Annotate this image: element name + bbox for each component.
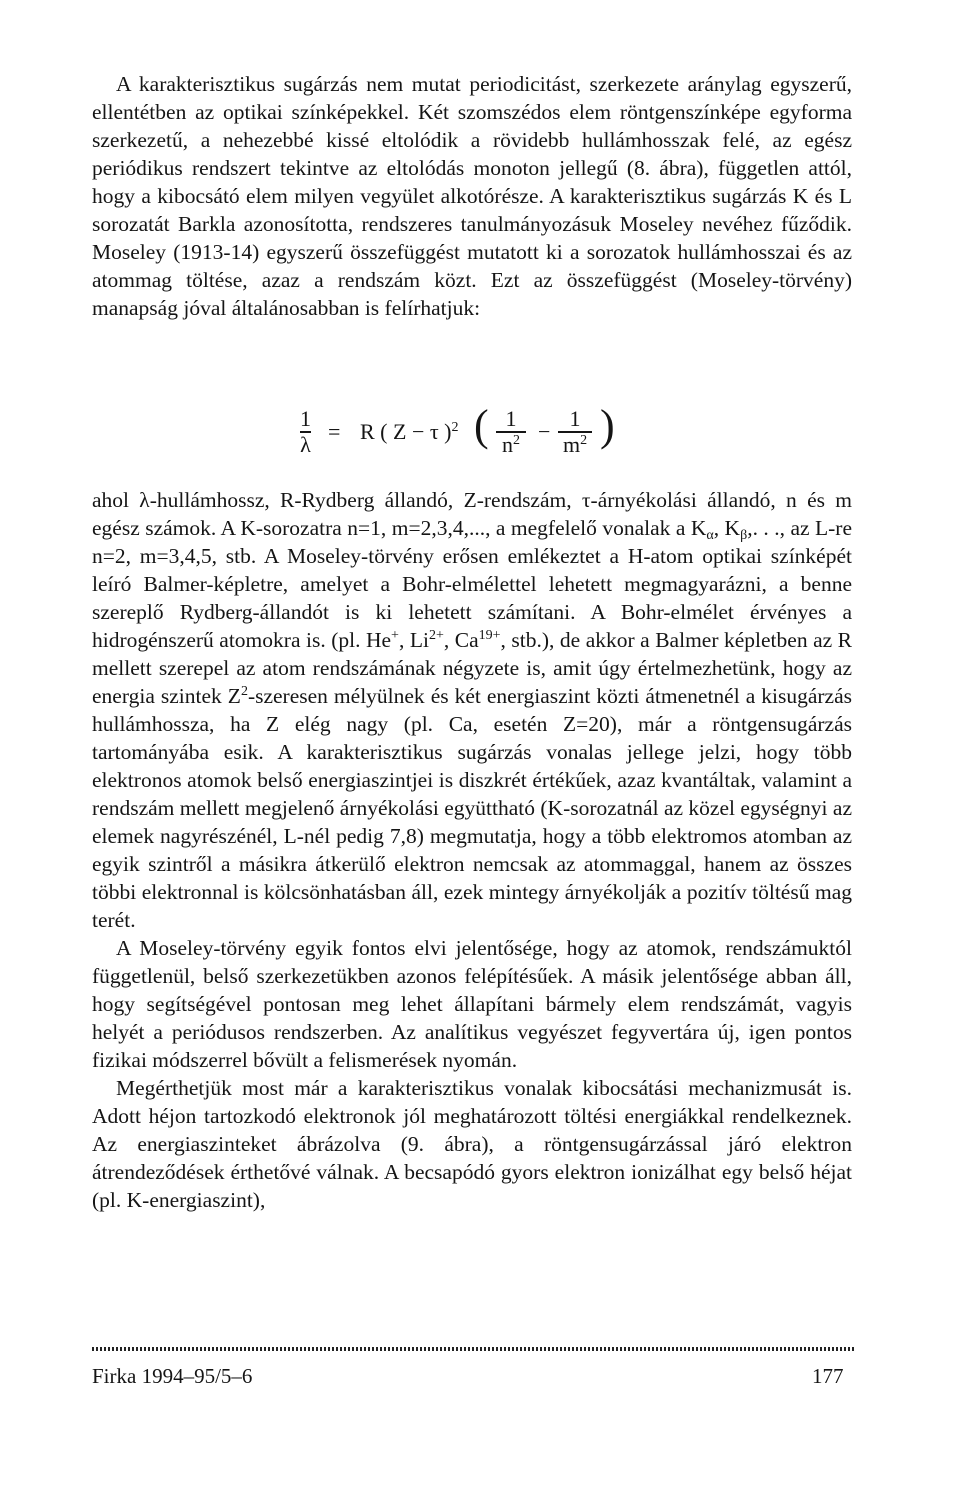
paragraph-definitions-part4: , Li [398, 628, 429, 652]
paragraph-definitions-part3: ,. . ., az L-re n=2, m=3,4,5, stb. A Moseley-törvény erősen emlékeztet a H-atom optikai színképét leíró Balmer-képletre, amelyet a Bohr-elmélettel lehetett megmagyarázni, a benne szereplő Rydberg-állandót is ki lehetett számítani. A Bohr-elmélet érvényes a hidrogénszerű atomokra is. (pl. He [92, 516, 853, 652]
footer-divider [92, 1347, 855, 1351]
formula-m: m [562, 431, 581, 457]
formula-n: n [502, 431, 513, 457]
paragraph-definitions-part5: , Ca [443, 628, 479, 652]
formula-n-denominator [502, 433, 520, 457]
journal-citation: Firka 1994–95/5–6 [92, 1364, 253, 1388]
k-beta-subscript: β [740, 528, 748, 543]
z-squared-superscript: 2 [240, 684, 248, 699]
formula-rhs [360, 420, 459, 444]
formula-right-paren: ) [600, 401, 615, 450]
body-text-upper [92, 70, 852, 322]
formula-left-paren: ( [474, 401, 489, 450]
paragraph-definitions-part7: -szeresen mélyülnek és két energiaszint közti átmenetnél a kisugárzás hullámhossza, ha Z elég nagy (pl. Ca, esetén Z=20), már a röntgensugárzás tartományába esik. A karakterisztikus sugárzás vonalas jellege jelzi, hogy több elektronos atomok belső energiaszintjei is diszkrét értékűek, azaz kvantáltak, valamint a rendszám mellett megjelenő árnyékolási együttható (K-sorozatnál az közel egységnyi az elemek nagyrészénél, L-nél pedig 7,8) megmutatja, hogy a több elektromos atomban az egyik szintről a másikra átkerülő elektron nemcsak az atommaggal, hanem az összes többi elektronnal is kölcsönhatásban áll, ezek mintegy árnyékolják a pozitív töltésű mag terét. [92, 684, 853, 932]
formula-minus: − [538, 419, 551, 444]
page-number: 177 [812, 1364, 844, 1388]
k-alpha-subscript: α [706, 528, 714, 543]
he-charge-superscript: + [391, 628, 399, 643]
moseley-formula [300, 401, 660, 475]
formula-m-numerator: 1 [569, 406, 581, 431]
formula-n-exponent: 2 [513, 432, 520, 448]
paragraph-definitions-part1: ahol λ-hullámhossz, R-Rydberg állandó, Z-rendszám, τ-árnyékolási állandó, n és m egész számok. A K-sorozatra n=1, m=2,3,4,..., a megfelelő vonalak a K [92, 488, 852, 540]
formula-rhs-exponent: 2 [451, 420, 459, 435]
formula-lhs-numerator: 1 [300, 406, 311, 431]
paragraph-definitions-part2: , K [713, 516, 741, 540]
paragraph-definitions-part6: , stb.), de akkor a Balmer képletben az R mellett szerepel az atom rendszámának négyzete is, amit úgy értelmezhetünk, hogy az energia szintek Z [92, 628, 853, 708]
formula-lambda: λ [300, 431, 311, 457]
formula-equals: = [328, 419, 341, 444]
li-charge-superscript: 2+ [428, 628, 444, 643]
body-text-lower [92, 486, 852, 1214]
paragraph-intro: A karakterisztikus sugárzás nem mutat periodicitást, szerkezete aránylag egyszerű, ellentétben az optikai színképekkel. Két szomszédos elem röntgenszínképe egyforma szerkezetű, a nehezebbé kissé eltolódik a rövidebb hullámhosszak felé, az egész periódikus rendszert tekintve az eltolódás monoton jellegű (8. ábra), független attól, hogy a kibocsátó elem milyen vegyület alkotórésze. A karakterisztikus sugárzás K és L sorozatát Barkla azonosította, rendszeres tanulmányozásuk Moseley nevéhez fűződik. Moseley (1913-14) egyszerű összefüggést mutatott ki a sorozatok hullámhosszai és az atommag töltése, azaz a rendszám közt. Ezt az összefüggést (Moseley-törvény) manapság jóval általánosabban is felírhatjuk: [92, 72, 852, 320]
ca-charge-superscript: 19+ [478, 628, 501, 643]
paragraph-mechanism: Megérthetjük most már a karakterisztikus vonalak kibocsátási mechanizmusát is. Adott héjon tartozkodó elektronok jól meghatározott töltési energiákkal rendelkeznek. Az energiaszinteket ábrázolva (9. ábra), a röntgensugárzással járó elektron átrendeződések érthetővé válnak. A becsapódó gyors elektron ionizálhat egy belső héjat (pl. K-energiaszint), [92, 1076, 852, 1212]
formula-rhs-text: R ( Z − τ ) [360, 419, 452, 444]
formula-m-fraction [558, 407, 592, 457]
formula-lhs-fraction [300, 407, 311, 457]
formula-n-fraction [496, 407, 526, 457]
formula-m-exponent: 2 [580, 432, 588, 448]
paragraph-significance: A Moseley-törvény egyik fontos elvi jelentősége, hogy az atomok, rendszámuktól függetlenül, belső szerkezetükben azonos felépítésűek. A másik jelentősége abban áll, hogy segítségével pontosan meg lehet állapítani bármely elem rendszámát, vagyis helyét a periódusos rendszerben. Az analítikus vegyészet fegyvertára új, igen pontos fizikai módszerrel bővült a felismerések nyomán. [92, 936, 852, 1072]
formula-n-numerator: 1 [505, 406, 517, 431]
paragraph-definitions [92, 486, 852, 934]
formula-m-denominator [563, 433, 587, 457]
